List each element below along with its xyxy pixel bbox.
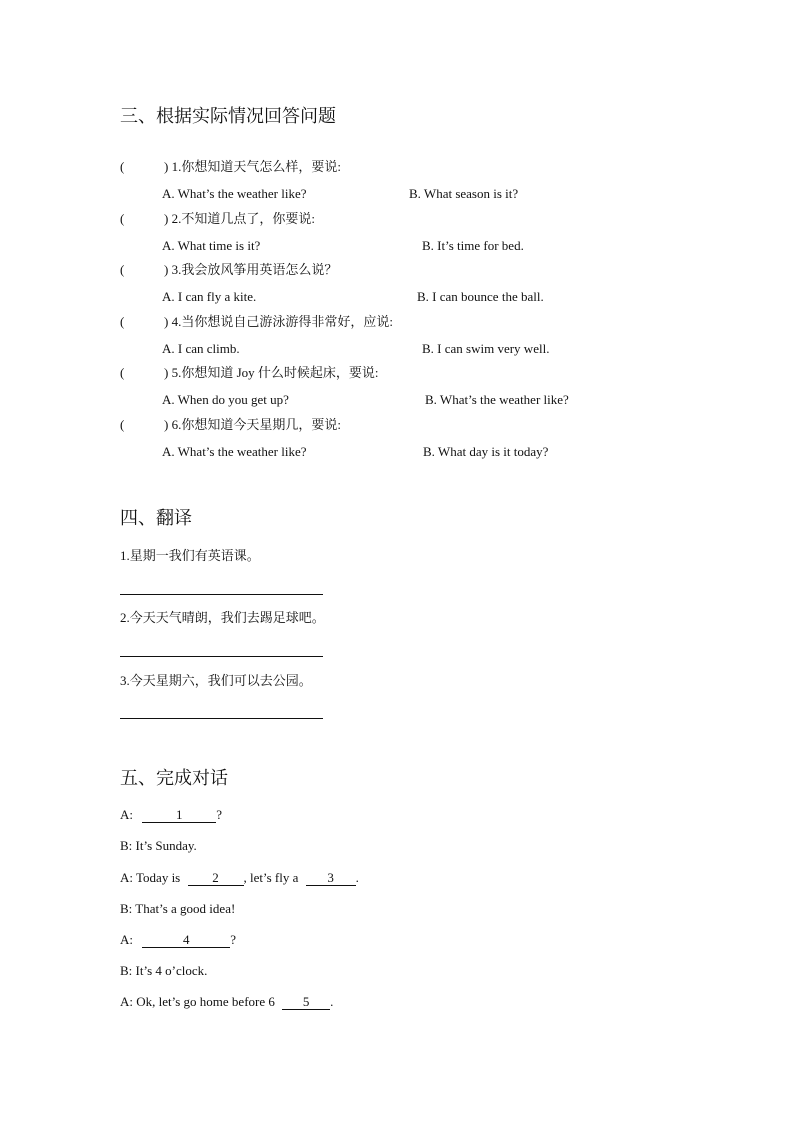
option-a: A. I can fly a kite. [162,289,257,304]
answer-bracket[interactable]: ( [120,159,125,174]
option-b: B. What’s the weather like? [425,392,569,407]
section3-title: 三、根据实际情况回答问题 [120,106,336,127]
text: A: Ok, let’s go home before 6 [120,994,279,1009]
blank-5[interactable]: 5 [282,995,330,1010]
question-text: ) 5.你想知道 Joy 什么时候起床，要说: [164,365,379,380]
answer-bracket[interactable]: ( [120,365,125,380]
blank-4[interactable]: 4 [142,933,230,948]
option-b: B. It’s time for bed. [422,238,524,253]
section4-title: 四、翻译 [120,508,192,529]
option-a: A. What time is it? [162,238,261,253]
dialogue-line-7 [120,994,333,1010]
answer-bracket[interactable]: ( [120,417,125,432]
text: , let’s fly a [243,870,302,885]
dialogue-line-3 [120,870,359,886]
dialogue-line-6: B: It’s 4 o’clock. [120,963,208,978]
answer-line-3[interactable] [120,718,323,719]
question-text: ) 3.我会放风筝用英语怎么说？ [164,262,338,277]
answer-bracket[interactable]: ( [120,262,125,277]
dialogue-line-2: B: It’s Sunday. [120,838,197,853]
dialogue-line-5 [120,932,236,948]
dialogue-line-4: B: That’s a good idea! [120,901,236,916]
punct: ? [230,932,237,947]
question-6 [120,417,341,433]
question-2 [120,211,315,227]
question-4 [120,314,393,330]
answer-line-1[interactable] [120,594,323,595]
option-b: B. What day is it today? [423,444,549,459]
question-text: ) 1.你想知道天气怎么样，要说: [164,159,341,174]
question-5 [120,365,379,381]
option-a: A. What’s the weather like? [162,186,307,201]
blank-1[interactable]: 1 [142,808,216,823]
option-a: A. I can climb. [162,341,240,356]
option-b: B. I can bounce the ball. [417,289,544,304]
question-1 [120,159,341,175]
speaker: A: [120,932,137,947]
answer-bracket[interactable]: ( [120,314,125,329]
translate-item-2: 2.今天天气晴朗，我们去踢足球吧。 [120,610,325,625]
punct: . [330,994,334,1009]
translate-item-1: 1.星期一我们有英语课。 [120,548,260,563]
option-b: B. What season is it? [409,186,519,201]
answer-line-2[interactable] [120,656,323,657]
question-3 [120,262,337,278]
question-text: ) 6.你想知道今天星期几，要说: [164,417,341,432]
blank-3[interactable]: 3 [306,871,356,886]
dialogue-line-1 [120,807,222,823]
option-b: B. I can swim very well. [422,341,550,356]
punct: ? [216,807,223,822]
translate-item-3: 3.今天星期六，我们可以去公园。 [120,673,312,688]
speaker: A: [120,807,137,822]
answer-bracket[interactable]: ( [120,211,125,226]
question-text: ) 2.不知道几点了，你要说: [164,211,315,226]
blank-2[interactable]: 2 [188,871,244,886]
punct: . [355,870,359,885]
option-a: A. When do you get up? [162,392,289,407]
text: A: Today is [120,870,184,885]
option-a: A. What’s the weather like? [162,444,307,459]
question-text: ) 4.当你想说自己游泳游得非常好，应说: [164,314,393,329]
section5-title: 五、完成对话 [120,768,228,789]
